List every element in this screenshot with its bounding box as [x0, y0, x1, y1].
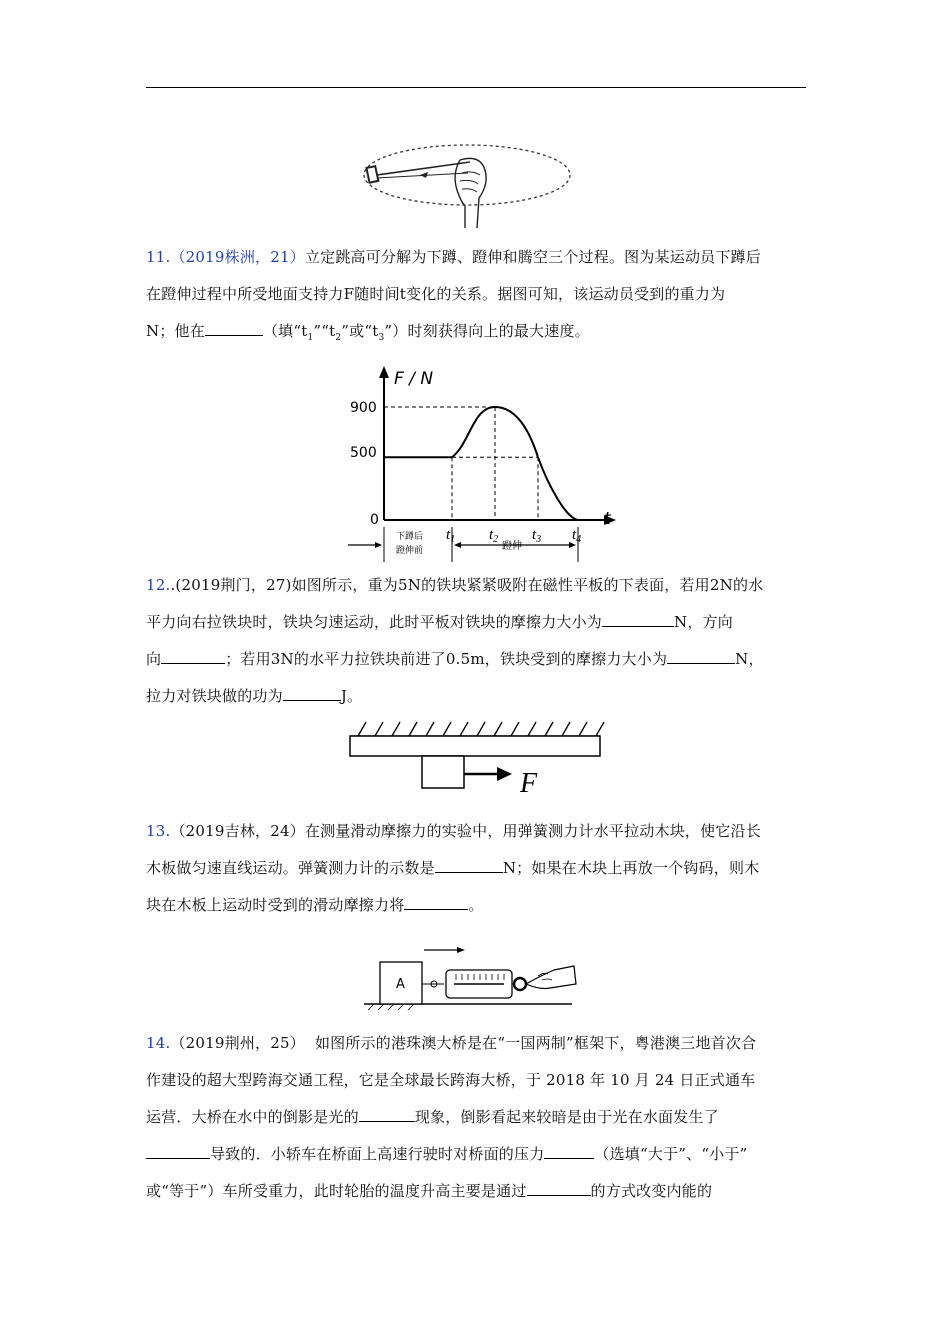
question-text: （选填“大于”、“小于”	[594, 1145, 748, 1163]
x-tick-t1: $t_1$	[446, 527, 456, 545]
phase-label: 下蹲后	[396, 532, 424, 542]
question-14	[146, 1025, 808, 1210]
answer-blank[interactable]	[527, 1178, 591, 1196]
question-text: 块在木板上运动时受到的滑动摩擦力将	[146, 896, 405, 914]
force-curve	[384, 407, 578, 520]
hatch-line	[426, 722, 434, 736]
hatch-line	[460, 722, 468, 736]
question-number: 12.	[146, 576, 171, 594]
answer-blank[interactable]	[283, 683, 341, 701]
question-text: （2019吉林，24）在测量滑动摩擦力的实验中，用弹簧测力计水平拉动木块，使它沿长	[170, 822, 761, 840]
y-tick-500: 500	[350, 445, 377, 461]
magnetic-plate-figure	[348, 720, 603, 800]
question-text: 导致的．小轿车在桥面上高速行驶时对桥面的压力	[210, 1145, 545, 1163]
answer-blank[interactable]	[667, 646, 735, 664]
question-text: 的方式改变内能的	[590, 1182, 713, 1200]
hatch-line	[358, 722, 366, 736]
question-text: 如图所示的港珠澳大桥是在“一国两制”框架下，粤港澳三地首次合	[314, 1034, 757, 1052]
phase-arrowhead	[375, 542, 382, 548]
block-label: A	[396, 977, 405, 992]
iron-block	[422, 756, 464, 788]
force-time-chart	[340, 362, 630, 567]
question-text: 向	[146, 650, 162, 668]
question-text: N，	[735, 650, 764, 668]
subscript: 3	[378, 333, 385, 343]
direction-arrowhead	[457, 947, 465, 953]
question-13	[146, 813, 808, 924]
question-text: ；若用3N的水平力拉铁块前进了0.5m，铁块受到的摩擦力大小为	[225, 650, 668, 668]
hatch-line	[392, 722, 400, 736]
hatch-line	[562, 722, 570, 736]
question-number: 11.	[146, 248, 171, 266]
question-text: 。	[468, 896, 484, 914]
answer-blank[interactable]	[602, 609, 674, 627]
question-text: N；如果在木块上再放一个钩码，则木	[502, 859, 760, 877]
answer-blank[interactable]	[146, 1141, 210, 1159]
scale-ring	[514, 978, 526, 990]
question-text: 或“等于”）车所受重力，此时轮胎的温度升高主要是通过	[146, 1182, 527, 1200]
x-tick-t4: $t_4$	[572, 527, 582, 545]
x-tick-t2: $t_2$	[489, 527, 499, 545]
phase-label: 蹬伸前	[396, 546, 424, 556]
question-text: 拉力对铁块做的功为	[146, 687, 283, 705]
hatch-line	[443, 722, 451, 736]
y-tick-0: 0	[370, 512, 379, 528]
hatch-line	[375, 722, 383, 736]
question-text: ”“t	[313, 322, 336, 340]
question-text: 作建设的超大型跨海交通工程，它是全球最长跨海大桥，于 2018 年 10 月 24 日正式通车	[146, 1071, 756, 1089]
question-text: 立定跳高可分解为下蹲、蹬伸和腾空三个过程。图为某运动员下蹲后	[304, 248, 761, 266]
magnetic-plate	[350, 736, 600, 756]
hatch-line	[409, 722, 417, 736]
question-source: （2019株洲，21）	[170, 248, 305, 266]
hatch-line	[528, 722, 536, 736]
question-text: （填“t	[262, 322, 308, 340]
question-11	[146, 239, 808, 357]
phase-label: 蹬伸	[502, 541, 522, 552]
question-text: 在蹬伸过程中所受地面支持力F随时间t变化的关系。据图可知，该运动员受到的重力为	[146, 285, 726, 303]
question-text: J。	[340, 687, 363, 705]
question-text: 现象，倒影看起来较暗是由于光在水面发生了	[414, 1108, 719, 1126]
subscript: 2	[335, 333, 342, 343]
answer-blank[interactable]	[435, 855, 503, 873]
answer-blank[interactable]	[359, 1104, 415, 1122]
x-axis-label: t	[604, 509, 611, 529]
question-text: 木板做匀速直线运动。弹簧测力计的示数是	[146, 859, 435, 877]
header-rule	[146, 87, 806, 88]
hatch-line	[579, 722, 587, 736]
question-text: .(2019荆门，27)如图所示，重为5N的铁块紧紧吸附在磁性平板的下表面，若用2N的水	[170, 576, 764, 594]
subscript: 1	[307, 333, 314, 343]
hatch-line	[511, 722, 519, 736]
question-source: （2019荆州，25）	[170, 1034, 305, 1052]
hatch-line	[477, 722, 485, 736]
question-text: ”或“t	[341, 322, 379, 340]
y-axis-label: F / N	[394, 369, 434, 389]
question-text: ”）时刻获得向上的最大速度。	[384, 322, 590, 340]
answer-blank[interactable]	[544, 1141, 594, 1159]
spring-scale-figure	[362, 940, 584, 1012]
ceiling-hatching	[358, 722, 604, 736]
question-12	[146, 567, 808, 715]
rotation-figure	[360, 135, 575, 230]
y-tick-900: 900	[350, 400, 377, 416]
force-label: F	[520, 768, 538, 799]
answer-blank[interactable]	[161, 646, 225, 664]
y-axis-arrow	[379, 366, 389, 378]
hatch-line	[545, 722, 553, 736]
answer-blank[interactable]	[404, 892, 468, 910]
question-text: 运营．大桥在水中的倒影是光的	[146, 1108, 359, 1126]
question-text: 平力向右拉铁块时，铁块匀速运动，此时平板对铁块的摩擦力大小为	[146, 613, 603, 631]
board-hatching	[368, 1004, 414, 1010]
x-tick-t3: $t_3$	[532, 527, 542, 545]
question-text: N，方向	[674, 613, 733, 631]
hatch-line	[596, 722, 604, 736]
answer-blank[interactable]	[205, 318, 263, 336]
question-number: 14.	[146, 1034, 171, 1052]
question-text: N；他在	[146, 322, 205, 340]
guide-lines	[384, 407, 538, 520]
hatch-line	[494, 722, 502, 736]
force-arrowhead	[497, 767, 512, 781]
hand	[526, 966, 576, 989]
question-number: 13.	[146, 822, 171, 840]
